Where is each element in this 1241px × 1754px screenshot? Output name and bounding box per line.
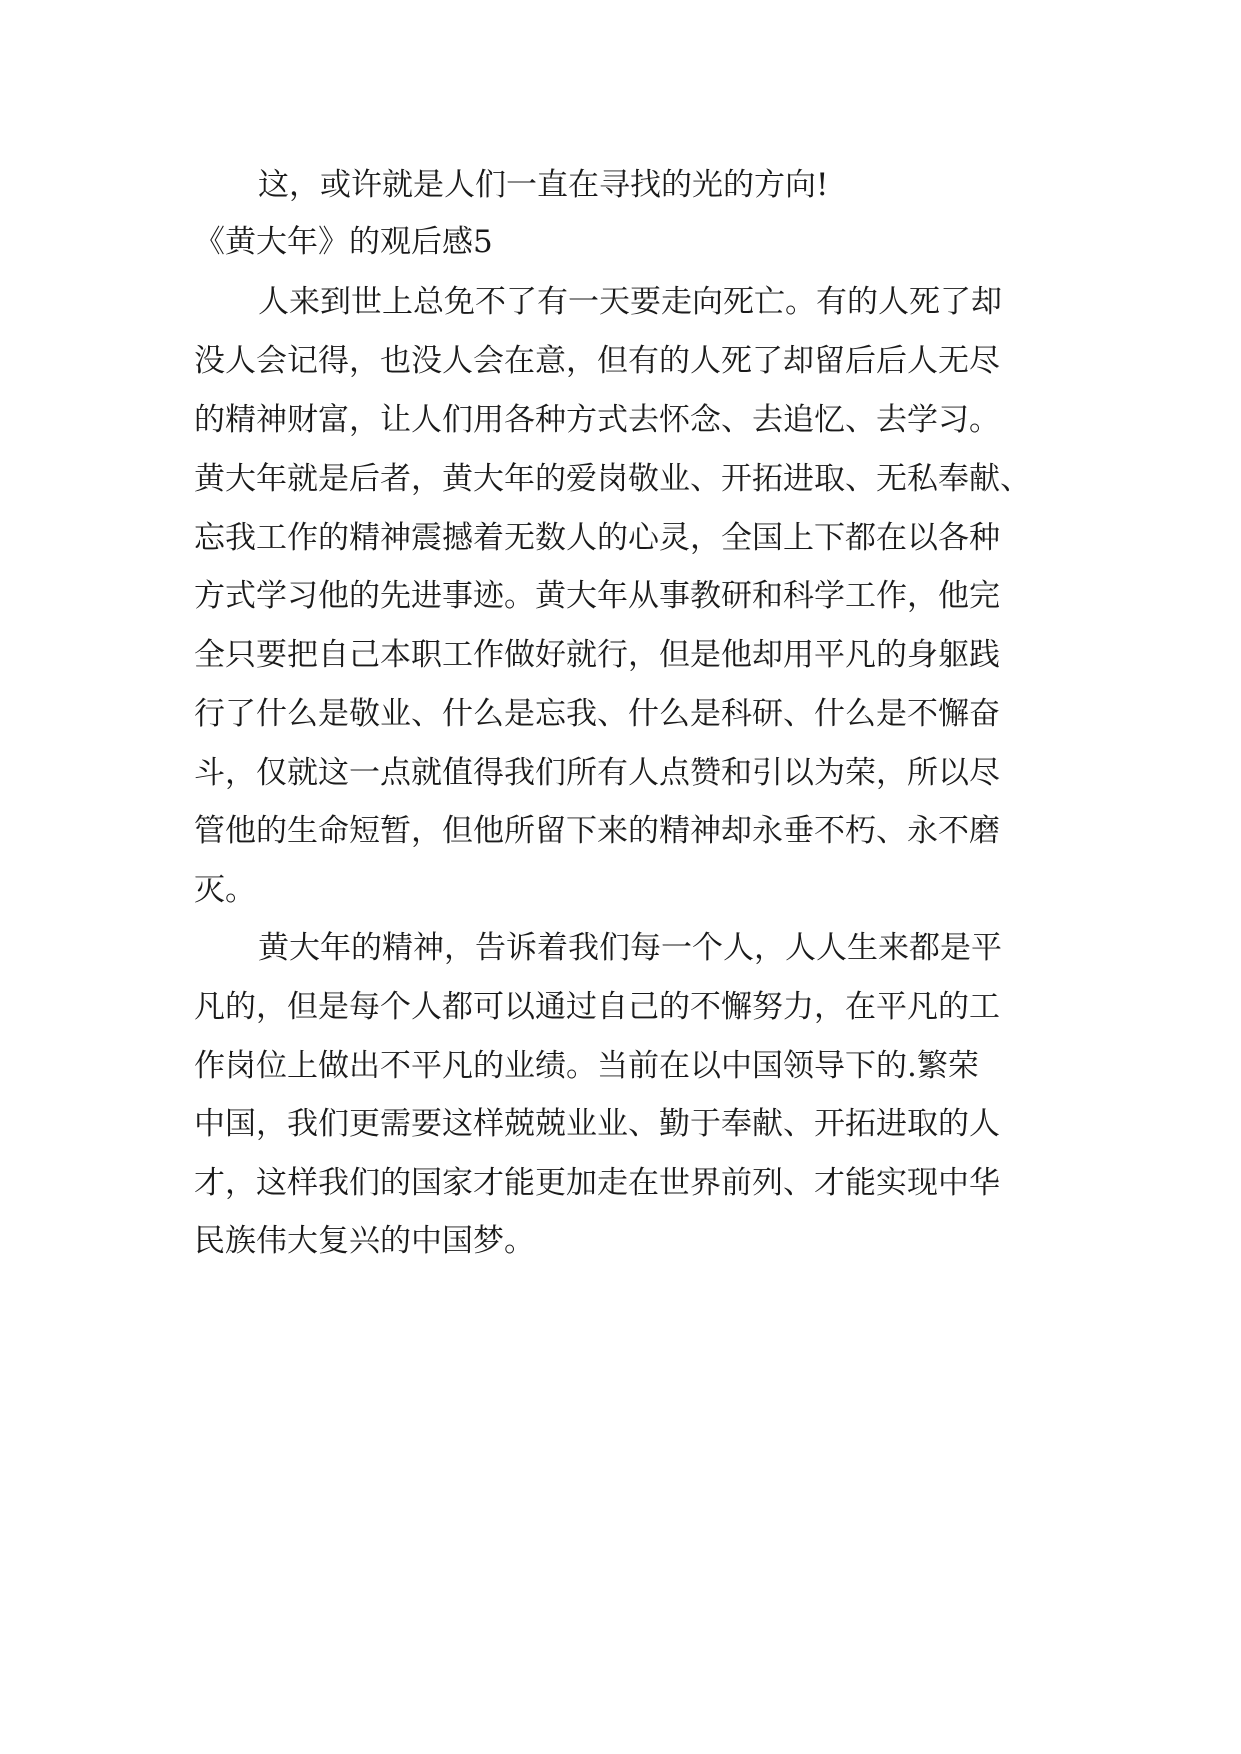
paragraph-line: 没人会记得，也没人会在意，但有的人死了却留后后人无尽: [194, 343, 1000, 379]
paragraph-line: 这，或许就是人们一直在寻找的光的方向!: [258, 167, 829, 203]
paragraph-line: 人来到世上总免不了有一天要走向死亡。有的人死了却: [258, 284, 1002, 320]
paragraph-line: 管他的生命短暂，但他所留下来的精神却永垂不朽、永不磨: [194, 813, 1000, 849]
paragraph-line: 忘我工作的精神震撼着无数人的心灵，全国上下都在以各种: [194, 520, 1000, 556]
paragraph-line: 的精神财富，让人们用各种方式去怀念、去追忆、去学习。: [194, 402, 1000, 438]
paragraph-line: 斗，仅就这一点就值得我们所有人点赞和引以为荣，所以尽: [194, 755, 1000, 791]
paragraph-line: 黄大年的精神，告诉着我们每一个人，人人生来都是平: [258, 930, 1002, 966]
paragraph-line: 灭。: [194, 872, 256, 908]
paragraph-line: 民族伟大复兴的中国梦。: [194, 1223, 535, 1259]
paragraph-line: 行了什么是敬业、什么是忘我、什么是科研、什么是不懈奋: [194, 696, 1000, 732]
paragraph-line: 凡的，但是每个人都可以通过自己的不懈努力，在平凡的工: [194, 989, 1000, 1025]
paragraph-line: 才，这样我们的国家才能更加走在世界前列、才能实现中华: [194, 1165, 1000, 1201]
paragraph-line: 方式学习他的先进事迹。黄大年从事教研和科学工作，他完: [194, 578, 1000, 614]
paragraph-line: 黄大年就是后者，黄大年的爱岗敬业、开拓进取、无私奉献、: [194, 461, 1031, 497]
section-heading: 《黄大年》的观后感5: [194, 224, 493, 260]
paragraph-line: 中国，我们更需要这样兢兢业业、勤于奉献、开拓进取的人: [194, 1106, 1000, 1142]
paragraph-line: 全只要把自己本职工作做好就行，但是他却用平凡的身躯践: [194, 637, 1000, 673]
paragraph-line: 作岗位上做出不平凡的业绩。当前在以中国领导下的.繁荣: [194, 1048, 979, 1084]
